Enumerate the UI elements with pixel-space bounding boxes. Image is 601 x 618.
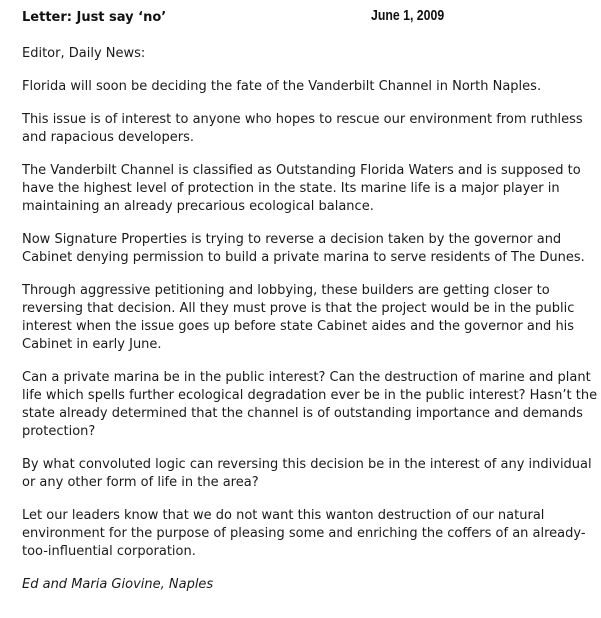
paragraph-1: Florida will soon be deciding the fate of the Vanderbilt Channel in North Naples. bbox=[22, 79, 542, 94]
letter-date: June 1, 2009 bbox=[371, 7, 445, 24]
paragraph-4: Now Signature Properties is trying to reverse a decision taken by the governor and Cabinet denying permission to build a private marina to serve residents of The Dunes. bbox=[22, 232, 585, 265]
paragraph-6: Can a private marina be in the public interest? Can the destruction of marine and plant life which spells further ecological degradation ever be in the public interest? Hasn’t the state already determined that the channel is of outstanding importance and demands protection? bbox=[22, 370, 598, 439]
letter bbox=[22, 0, 598, 594]
salutation: Editor, Daily News: bbox=[22, 46, 146, 61]
letter-title: Letter: Just say ‘no’ bbox=[22, 10, 167, 25]
paragraph-8: Let our leaders know that we do not want this wanton destruction of our natural environment for the purpose of pleasing some and enriching the coffers of an already-too-influential corporation. bbox=[22, 508, 586, 559]
paragraph-2: This issue is of interest to anyone who hopes to rescue our environment from ruthless and rapacious developers. bbox=[22, 112, 583, 145]
letter-header bbox=[22, 0, 598, 30]
signature: Ed and Maria Giovine, Naples bbox=[22, 577, 214, 592]
paragraph-3: The Vanderbilt Channel is classified as Outstanding Florida Waters and is supposed to have the highest level of protection in the state. Its marine life is a major player in maintaining an already precarious ecological balance. bbox=[22, 163, 581, 214]
paragraph-7: By what convoluted logic can reversing this decision be in the interest of any individual or any other form of life in the area? bbox=[22, 457, 592, 490]
paragraph-5: Through aggressive petitioning and lobbying, these builders are getting closer to reversing that decision. All they must prove is that the project would be in the public interest when the issue goes up before state Cabinet aides and the governor and his Cabinet in early June. bbox=[22, 283, 575, 352]
